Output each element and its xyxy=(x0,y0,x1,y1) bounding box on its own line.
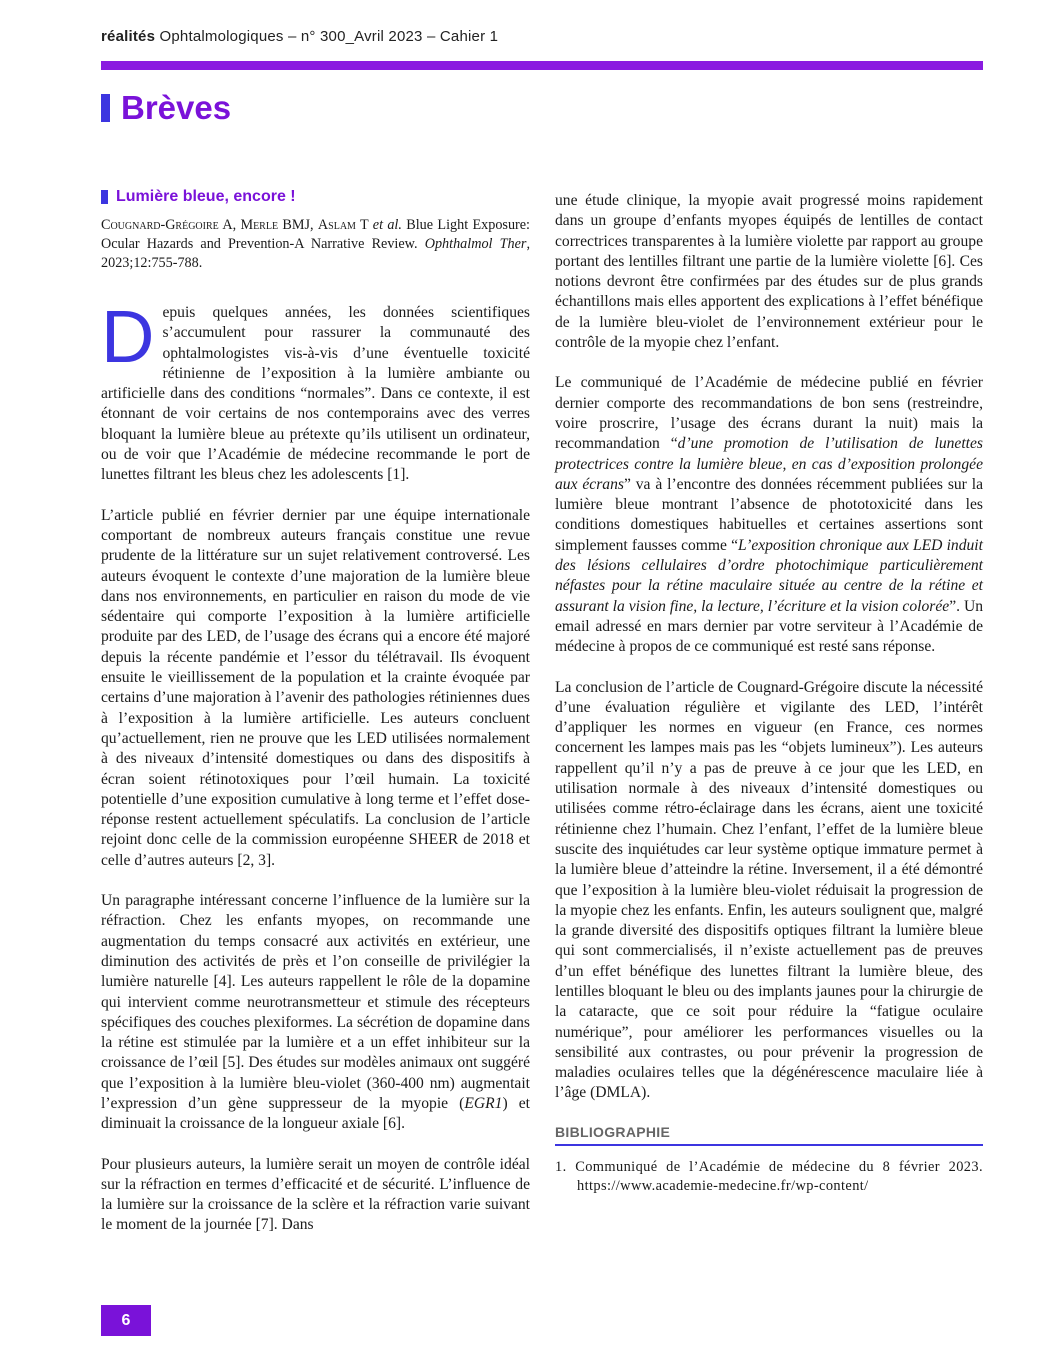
paragraph-6-text-end: ”. Un email adressé en mars dernier par votre serviteur à l’Académie de médecine à propos de ce communiqué est resté sans réponse. xyxy=(555,597,984,656)
right-column xyxy=(555,191,983,1196)
paragraph-4: Pour plusieurs auteurs, la lumière serait un moyen de contrôle idéal sur la réfraction en termes d’efficacité et de sécurité. L’influence de la lumière sur la croissance de la sclère et la réfraction varie suivant le moment de la journée [7]. Dans xyxy=(101,1155,530,1234)
ref-author-initials: BMJ, xyxy=(278,217,318,233)
academy-quote-2: L’exposition chronique aux LED induit des lésions cellulaires d’ordre photochimique particulièrement néfastes pour la rétine maculaire située au centre de la rétine et assurant la vision fine, la lecture, l’écriture et la vision colorée xyxy=(555,536,983,615)
article-reference xyxy=(101,216,530,273)
paragraph-1-text: epuis quelques années, les données scientifiques s’accumulent pour rassurer la communauté des ophtalmologistes vis-à-vis d’une éventuelle toxicité rétinienne de l’exposition à la lumière ambiante ou artificielle dans des conditions “normales”. Dans ce contexte, il est étonnant de voir certains de nos contemporains avec des verres bloquant la lumière bleue au prétexte qu’ils utilisent un ordinateur, ou de voir que l’Académie de médecine recommande le port de lunettes filtrant les bleus chez les adolescents [1]. xyxy=(101,304,530,484)
paragraph-6-text: Le communiqué de l’Académie de médecine publié en février dernier comporte des recommandations de bon sens (restreindre, voire proscrire, l’usage des écrans durant la nuit) mais la recommandation “ xyxy=(555,374,983,453)
drop-cap: D xyxy=(101,295,155,378)
paragraph-5: une étude clinique, la myopie avait progressé moins rapidement dans un groupe d’enfants myopes équipés de lentilles de contact correctrices transparentes à la lumière violette par rapport au groupe portant des lentilles filtrant une partie de la lumière violette [6]. Ces notions devront être confirmées par des études sur de plus grands échantillons mais elles apportent des explications à l’effet bénéfique de la lumière bleu-violet de l’environnement extérieur pour le contrôle de la myopie chez l’enfant. xyxy=(555,192,983,352)
page-number: 6 xyxy=(101,1305,151,1336)
paragraph-3-text-end: ) et diminuait la croissance de la longueur axiale [6]. xyxy=(101,1094,530,1133)
paragraph-6 xyxy=(555,373,983,657)
section-title-text: Brèves xyxy=(121,89,232,126)
ref-author-initials: T xyxy=(355,217,373,233)
ref-author: Cougnard-Grégoire xyxy=(101,217,219,233)
gene-name: EGR1 xyxy=(464,1094,503,1112)
header-rule xyxy=(101,61,983,70)
ref-author: Aslam xyxy=(317,217,356,233)
academy-quote-1: d’une promotion de l’utilisation de lunettes protectrices contre la lumière bleue, en cas d’exposition prolongée aux écrans xyxy=(555,435,983,493)
bibliography-heading: BIBLIOGRAPHIE xyxy=(555,1124,983,1146)
ref-details: , 2023;12:755-788. xyxy=(101,236,530,271)
paragraph-3-text: Un paragraphe intéressant concerne l’influence de la lumière sur la réfraction. Chez les enfants myopes, on recommande une augmentation du temps consacré aux activités en extérieur, une diminution des activités de près et l’on conseille de privilégier la lumière naturelle [4]. Les auteurs rappellent le rôle de la dopamine qui intervient comme neurotransmetteur et stimule des récepteurs spécifiques des couches plexiformes. La sécrétion de dopamine dans la rétine est stimulée par la lumière et a un effet inhibiteur sur la croissance de l’œil [5]. Des études sur modèles animaux ont suggéré que l’exposition à la lumière bleu-violet (360-400 nm) augmentait l’expression d’un gène suppresseur de la myopie ( xyxy=(101,892,530,1112)
section-marker xyxy=(101,94,110,122)
article-title xyxy=(101,188,530,206)
paragraph-6-text-mid: ” va à l’encontre des données récemment publiées sur la lumière bleue montrant l’absence de phototoxicité dans les conditions domestiques habituelles et certaines assertions sont simplement fausses comme “ xyxy=(555,475,983,554)
bibliography-item: 1. Communiqué de l’Académie de médecine du 8 février 2023. https://www.academie-medecine.fr/wp-content/ xyxy=(555,1158,983,1194)
paragraph-3 xyxy=(101,891,530,1135)
article-title-marker xyxy=(101,190,108,204)
running-header xyxy=(101,28,498,45)
section-title xyxy=(101,88,231,128)
header-issue: Ophtalmologiques – n° 300_Avril 2023 – Cahier 1 xyxy=(155,28,499,45)
left-column xyxy=(101,188,530,1236)
ref-author-initials: A, xyxy=(218,217,241,233)
ref-journal: Ophthalmol Ther xyxy=(424,236,527,252)
paragraph-7: La conclusion de l’article de Cougnard-Grégoire discute la nécessité d’une évaluation régulière et vigilante des LED, l’intérêt d’appliquer les normes en vigueur (en France, ces normes concernent les lampes mais pas les “objets lumineux”). Les auteurs rappellent qu’il n’y a pas de preuve à ce jour que les LED, en utilisation normale à des niveaux d’intensité domestiques ou utilisées comme rétro-éclairage dans les écrans, aient une toxicité rétinienne chez l’humain. Chez l’enfant, l’effet de la lumière bleue suscite des inquiétudes car leur système optique immature permet à la lumière bleue d’atteindre la rétine. Inversement, il a été démontré que l’exposition à la lumière bleu-violet réduisait la progression de la myopie chez les enfants. Enfin, les auteurs soulignent que, malgré la grande diversité des dispositifs optiques filtrant la lumière bleue qui sont commercialisés, il n’existe actuellement pas de preuves d’un effet bénéfique des lunettes filtrant la lumière bleue, des lentilles bloquant le bleu ou des implants jaunes pour la chirurgie de la cataracte, que ce soit pour réduire la “fatigue oculaire numérique”, pour améliorer les performances visuelles ou la sensibilité aux contrastes, ou pour prévenir la progression de maladies oculaires telles que la dégénérescence maculaire liée à l’âge (DMLA). xyxy=(555,678,983,1102)
article-title-text: Lumière bleue, encore ! xyxy=(116,188,296,205)
ref-title: Blue Light Exposure: Ocular Hazards and Prevention-A Narrative Review. xyxy=(101,217,531,252)
paragraph-2: L’article publié en février dernier par une équipe internationale comportant de nombreux auteurs français constitue une revue prudente de la littérature sur un sujet relativement controversé. Les auteurs évoquent le contexte d’une majoration de la lumière bleue dans nos environnements, en particulier en raison du mode de vie sédentaire qui comporte l’exposition à la lumière artificielle produite par des LED, de l’usage des écrans qui a encore été majoré depuis la récente pandémie et l’essor du télétravail. Ils évoquent ensuite le vieillissement de la population et la crainte évoquée par certains d’une majoration à l’avenir des pathologies rétiniennes dues à l’exposition à la lumière artificielle. Les auteurs concluent qu’actuellement, rien ne prouve que les LED utilisées normalement à des niveaux d’intensité domestiques ou dans des dispositifs à écran soient rétinotoxiques pour l’œil humain. La toxicité potentielle d’une exposition cumulative à long terme et l’effet dose-réponse restent actuellement spéculatifs. La conclusion de l’article rejoint donc celle de la commission européenne SHEER de 2018 et celle d’autres auteurs [2, 3]. xyxy=(101,506,530,869)
ref-author: Merle xyxy=(240,217,279,233)
ref-etal: et al. xyxy=(372,217,402,233)
header-brand: réalités xyxy=(101,28,156,45)
paragraph-1 xyxy=(101,295,530,486)
